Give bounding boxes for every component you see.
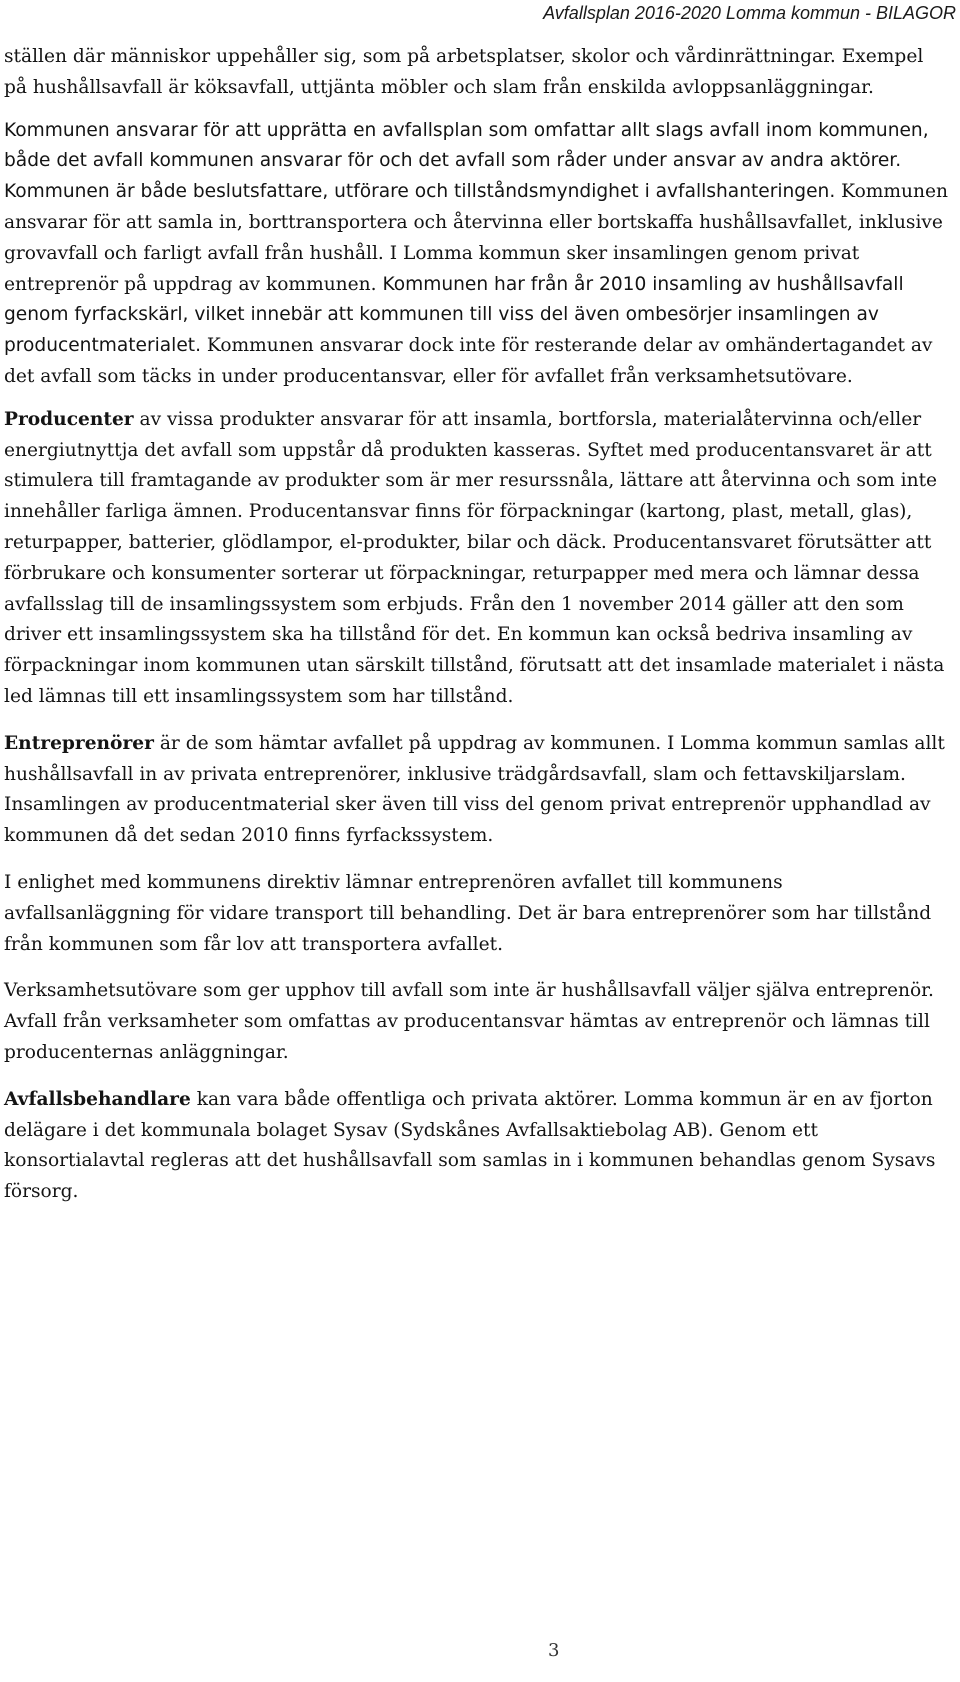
text-span: Kommunen har från år 2010 insamling av hushållsavfall genom fyrfackskärl, vilket innebär att kommunen till viss del även ombesörjer insamlingen av producentmaterialet. — [4, 273, 904, 357]
text-span: Kommunen ansvarar för att samla in, borttransportera och återvinna eller bortskaffa hushållsavfallet, inklusive grovavfall och farligt avfall från hushåll. I Lomma kommun sker insamlingen genom privat entreprenör på uppdrag av kommunen. — [4, 181, 948, 295]
page-number: 3 — [548, 1640, 560, 1661]
term-entreprenorer: Entreprenörer — [4, 732, 154, 754]
text-span: av vissa produkter ansvarar för att insamla, bortforsla, materialåtervinna och/eller energiutnyttja det avfall som uppstår då produkten kasseras. Syftet med producentansvaret är att stimulera till framtagande av produkter som är mer resurssnåla, lättare att återvinna och som inte innehåller farliga ämnen. Producentansvar finns för förpackningar (kartong, plast, metall, glas), returpapper, batterier, glödlampor, el-produkter, bilar och däck. Producentansvaret förutsätter att förbrukare och konsumenter sorterar ut förpackningar, returpapper med mera och lämnar dessa avfallsslag till de insamlingssystem som erbjuds. Från den 1 november 2014 gäller att den som driver ett insamlingssystem ska ha tillstånd för det. En kommun kan också bedriva insamling av förpackningar inom kommunen utan särskilt tillstånd, förutsatt att det insamlade materialet i nästa led lämnas till ett insamlingssystem som har tillstånd. — [4, 408, 945, 707]
text-span: Kommunen är både beslutsfattare, utförare och tillståndsmyndighet i avfallshanteringen. — [4, 181, 836, 203]
paragraph-municipal-directive: I enlighet med kommunens direktiv lämnar entreprenören avfallet till kommunens avfallsanläggning för vidare transport till behandling. Det är bara entreprenörer som har tillstånd från kommunen som får lov att transportera avfallet. — [4, 871, 932, 955]
term-producenter: Producenter — [4, 408, 134, 430]
paragraph-waste-processors — [4, 1085, 952, 1208]
text-span: är de som hämtar avfallet på uppdrag av kommunen. I Lomma kommun samlas allt hushållsavfall in av privata entreprenörer, inklusive trädgårdsavfall, slam och fettavskiljarslam. Insamlingen av producentmaterial sker även till viss del genom privat entreprenör upphandlad av kommunen då det sedan 2010 finns fyrfackssystem. — [4, 732, 945, 847]
term-avfallsbehandlare: Avfallsbehandlare — [4, 1088, 191, 1110]
document-body — [4, 42, 952, 1224]
running-header: Avfallsplan 2016-2020 Lomma kommun - BILAGOR — [543, 3, 956, 23]
text-span: kan vara både offentliga och privata aktörer. Lomma kommun är en av fjorton delägare i det kommunala bolaget Sysav (Sydskånes Avfallsaktiebolag AB). Genom ett konsortialavtal regleras att det hushållsavfall som samlas in i kommunen behandlas genom Sysavs försorg. — [4, 1088, 936, 1203]
text-span: Kommunen ansvarar för att upprätta en avfallsplan som omfattar allt slags avfall inom kommunen, både det avfall kommunen ansvarar för och det avfall som råder under ansvar av andra aktörer. — [4, 119, 929, 172]
paragraph-municipal-responsibility — [4, 116, 952, 393]
text-span: Kommunen ansvarar dock inte för resterande delar av omhändertagandet av det avfall som täcks in under producentansvar, eller för avfallet från verksamhetsutövare. — [4, 335, 933, 387]
paragraph-producers — [4, 405, 952, 713]
paragraph-household-waste-continued: ställen där människor uppehåller sig, som på arbetsplatser, skolor och vårdinrättningar. Exempel på hushållsavfall är köksavfall, uttjänta möbler och slam från enskilda avloppsanläggningar. — [4, 46, 924, 98]
paragraph-contractors — [4, 729, 952, 852]
paragraph-business-operators: Verksamhetsutövare som ger upphov till avfall som inte är hushållsavfall väljer själva entreprenör. Avfall från verksamheter som omfattas av producentansvar hämtas av entreprenör och lämnas till producenternas anläggningar. — [4, 980, 934, 1063]
